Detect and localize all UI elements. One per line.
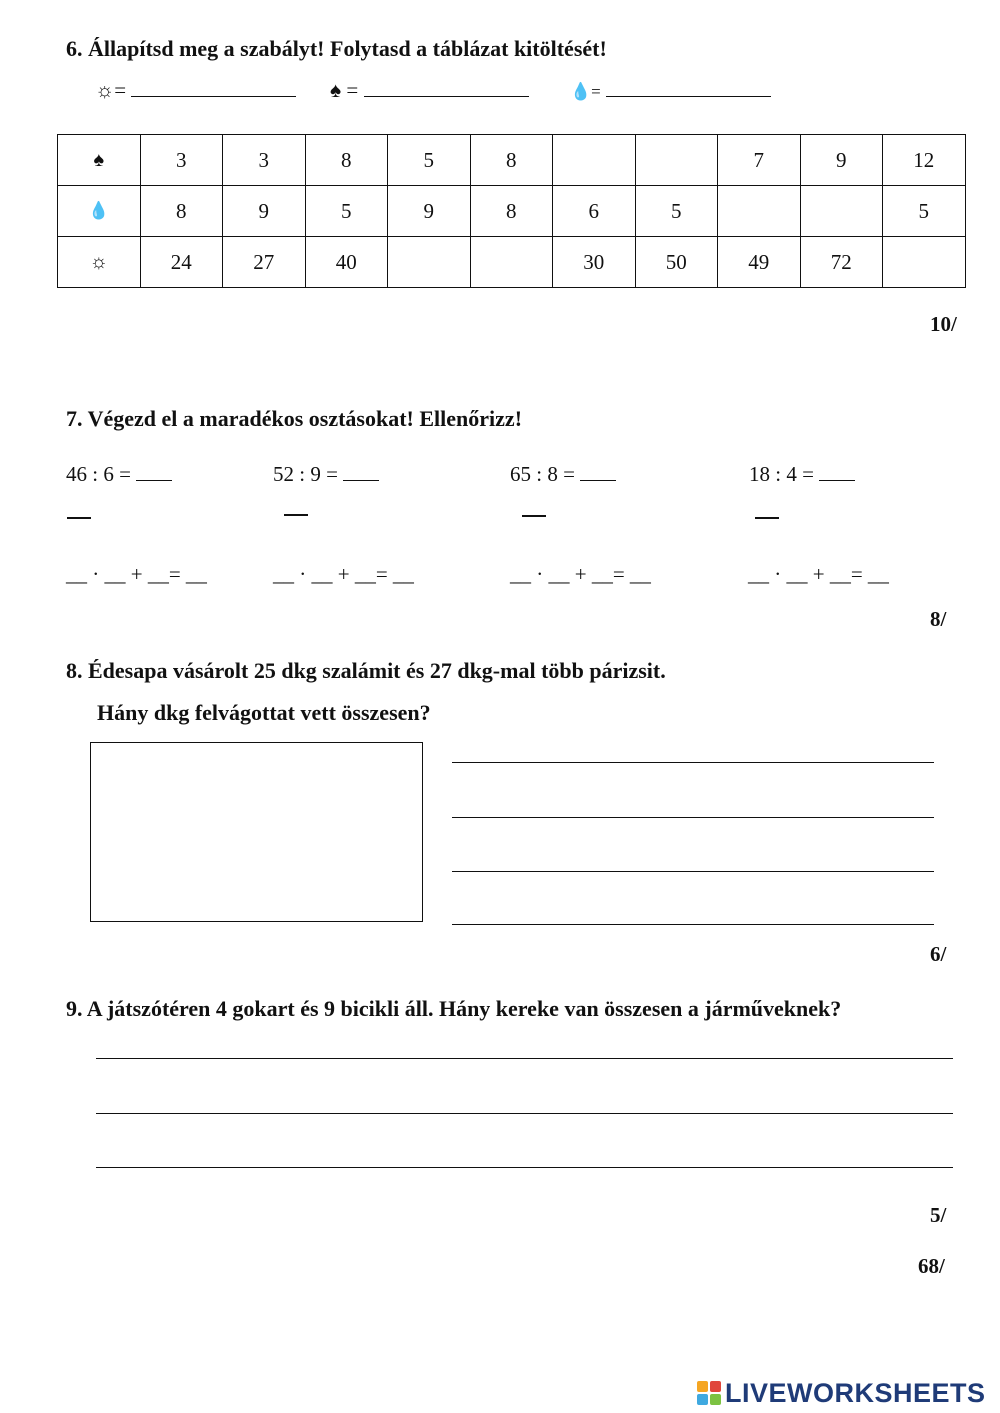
table-cell: 8 (470, 186, 553, 237)
sun-icon: ☼= (95, 78, 127, 102)
q8-title: 8. Édesapa vásárolt 25 dkg szalámit és 27 dkg-mal több párizsit. (66, 658, 666, 683)
logo-text: LIVEWORKSHEETS (725, 1377, 986, 1408)
division-4 (749, 462, 855, 487)
table-cell-input[interactable] (718, 186, 801, 237)
remainder-blank-1[interactable] (67, 517, 91, 519)
logo-mark-icon (697, 1381, 721, 1405)
division-3 (510, 462, 616, 487)
rule-drop (570, 78, 771, 103)
table-cell: 8 (140, 186, 223, 237)
q9-score: 5/ (930, 1203, 947, 1227)
table-cell: 49 (718, 237, 801, 288)
table-cell: 50 (635, 237, 718, 288)
q9-title: 9. A játszótéren 4 gokart és 9 bicikli áll. Hány kereke van összesen a járműveknek? (66, 996, 842, 1021)
table-cell: 30 (553, 237, 636, 288)
drop-icon: 💧 (58, 186, 141, 237)
answer-line[interactable] (452, 817, 934, 818)
table-cell: 40 (305, 237, 388, 288)
table-row (58, 237, 966, 288)
sun-icon: ☼ (58, 237, 141, 288)
table-cell: 72 (800, 237, 883, 288)
division-1-text: 46 : 6 = (66, 462, 131, 486)
table-cell: 9 (800, 135, 883, 186)
division-2-text: 52 : 9 = (273, 462, 338, 486)
answer-line[interactable] (96, 1167, 953, 1168)
q8-score: 6/ (930, 942, 947, 966)
logo-square (697, 1394, 708, 1405)
division-1 (66, 462, 172, 487)
rule-sun-blank[interactable] (131, 78, 296, 97)
table-cell: 7 (718, 135, 801, 186)
answer-line[interactable] (452, 871, 934, 872)
check-row-4[interactable]: __ · __ + __= __ (748, 562, 889, 586)
division-2 (273, 462, 379, 487)
answer-line[interactable] (96, 1113, 953, 1114)
remainder-blank-3[interactable] (522, 515, 546, 517)
check-row-2[interactable]: __ · __ + __= __ (273, 562, 414, 586)
table-cell: 27 (223, 237, 306, 288)
q7-score: 8/ (930, 607, 947, 631)
q6-title: 6. Állapítsd meg a szabályt! Folytasd a táblázat kitöltését! (66, 36, 607, 61)
answer-line[interactable] (452, 924, 934, 925)
table-cell: 8 (305, 135, 388, 186)
table-cell: 5 (635, 186, 718, 237)
logo-square (710, 1394, 721, 1405)
answer-line[interactable] (96, 1058, 953, 1059)
table-cell-input[interactable] (470, 237, 553, 288)
rule-spade-blank[interactable] (364, 78, 529, 97)
table-cell: 3 (223, 135, 306, 186)
division-2-answer[interactable] (343, 462, 379, 481)
table-row (58, 135, 966, 186)
remainder-blank-4[interactable] (755, 517, 779, 519)
answer-line[interactable] (452, 762, 934, 763)
table-cell: 9 (223, 186, 306, 237)
table-cell-input[interactable] (883, 237, 966, 288)
table-cell-input[interactable] (800, 186, 883, 237)
table-cell: 5 (388, 135, 471, 186)
rule-drop-blank[interactable] (606, 78, 771, 97)
table-row (58, 186, 966, 237)
spade-icon: ♠ = (330, 78, 359, 102)
rule-table (57, 134, 966, 288)
table-cell: 5 (305, 186, 388, 237)
calculation-box[interactable] (90, 742, 423, 922)
division-4-answer[interactable] (819, 462, 855, 481)
table-cell-input[interactable] (553, 135, 636, 186)
division-4-text: 18 : 4 = (749, 462, 814, 486)
table-cell: 6 (553, 186, 636, 237)
division-3-text: 65 : 8 = (510, 462, 575, 486)
table-cell: 5 (883, 186, 966, 237)
rule-sun (95, 78, 296, 103)
table-cell: 24 (140, 237, 223, 288)
liveworksheets-logo (697, 1377, 986, 1409)
table-cell: 9 (388, 186, 471, 237)
total-score: 68/ (918, 1254, 945, 1278)
spade-icon: ♠ (58, 135, 141, 186)
table-cell-input[interactable] (388, 237, 471, 288)
q7-title: 7. Végezd el a maradékos osztásokat! Ellenőrizz! (66, 406, 523, 431)
logo-square (697, 1381, 708, 1392)
table-cell: 8 (470, 135, 553, 186)
table-cell: 3 (140, 135, 223, 186)
rule-spade (330, 78, 529, 103)
table-cell-input[interactable] (635, 135, 718, 186)
division-1-answer[interactable] (136, 462, 172, 481)
drop-icon: 💧= (570, 82, 601, 101)
check-row-1[interactable]: __ · __ + __= __ (66, 562, 207, 586)
q8-question: Hány dkg felvágottat vett összesen? (97, 700, 431, 725)
check-row-3[interactable]: __ · __ + __= __ (510, 562, 651, 586)
table-cell: 12 (883, 135, 966, 186)
remainder-blank-2[interactable] (284, 514, 308, 516)
division-3-answer[interactable] (580, 462, 616, 481)
q6-score: 10/ (930, 312, 957, 336)
logo-square (710, 1381, 721, 1392)
